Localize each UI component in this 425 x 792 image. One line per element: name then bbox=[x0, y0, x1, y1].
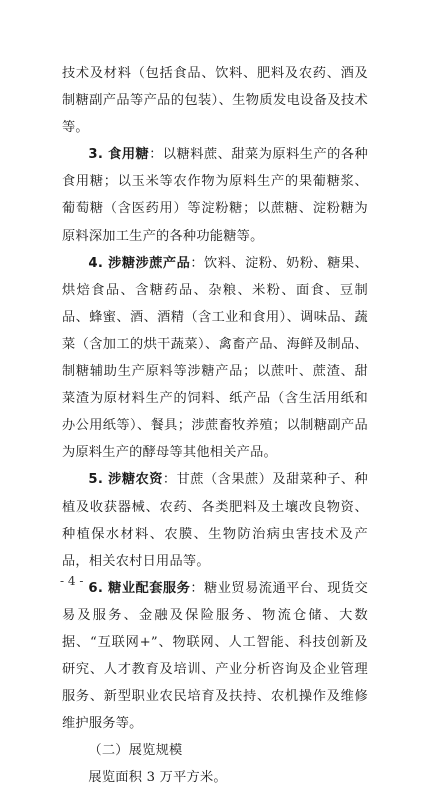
section-text: 展览面积 3 万平方米。 bbox=[88, 770, 227, 786]
section-heading: （二）展览规模 bbox=[88, 743, 183, 759]
paragraph-label: 4. 涉糖涉蔗产品 bbox=[88, 255, 191, 271]
paragraph-text: ：饮料、淀粉、奶粉、糖果、烘焙食品、含糖药品、杂粮、米粉、面食、豆制品、蜂蜜、酒、酒精（含工业和食用）、调味品、蔬菜（含加工的烘干蔬菜）、禽畜产品、海鲜及制品、制糖辅助生产原料等涉糖产品；以蔗叶、蔗渣、甜菜渣为原材料生产的饲料、纸产品（含生活用纸和办公用纸等）、餐具；涉蔗畜牧养殖；以制糖副产品为原料生产的酵母等其他相关产品。 bbox=[62, 255, 369, 461]
paragraph-agri-supplies bbox=[62, 466, 368, 574]
paragraph-text: ：糖业贸易流通平台、现货交易及服务、金融及保险服务、物流仓储、大数据、“互联网+”、物联网、人工智能、科技创新及研究、人才教育及培训、产业分析咨询及企业管理服务、新型职业农民培育及扶持、农机操作及维修维护服务等。 bbox=[62, 580, 369, 732]
paragraph-continued bbox=[62, 60, 368, 141]
paragraph-sugar-products bbox=[62, 250, 368, 467]
paragraph-support-services bbox=[62, 575, 368, 738]
paragraph-text: ：以糖料蔗、甜菜为原料生产的各种食用糖；以玉米等农作物为原料生产的果葡糖浆、葡萄糖（含医药用）等淀粉糖；以蔗糖、淀粉糖为原料深加工生产的各种功能糖等。 bbox=[62, 147, 368, 244]
paragraph-label: 5. 涉糖农资 bbox=[88, 472, 163, 488]
paragraph-text: 技术及材料（包括食品、饮料、肥料及农药、酒及制糖副产品等产品的包装）、生物质发电设备及技术等。 bbox=[62, 66, 368, 136]
document-body bbox=[62, 60, 368, 792]
paragraph-text: ：甘蔗（含果蔗）及甜菜种子、种植及收获器械、农药、各类肥料及土壤改良物资、种植保水材料、农膜、生物防治病虫害技术及产品，相关农村日用品等。 bbox=[62, 472, 368, 569]
page-number: - 4 - bbox=[60, 574, 84, 588]
paragraph-label: 6. 糖业配套服务 bbox=[88, 580, 191, 596]
paragraph-edible-sugar bbox=[62, 141, 368, 249]
paragraph-label: 3. 食用糖 bbox=[88, 147, 150, 163]
